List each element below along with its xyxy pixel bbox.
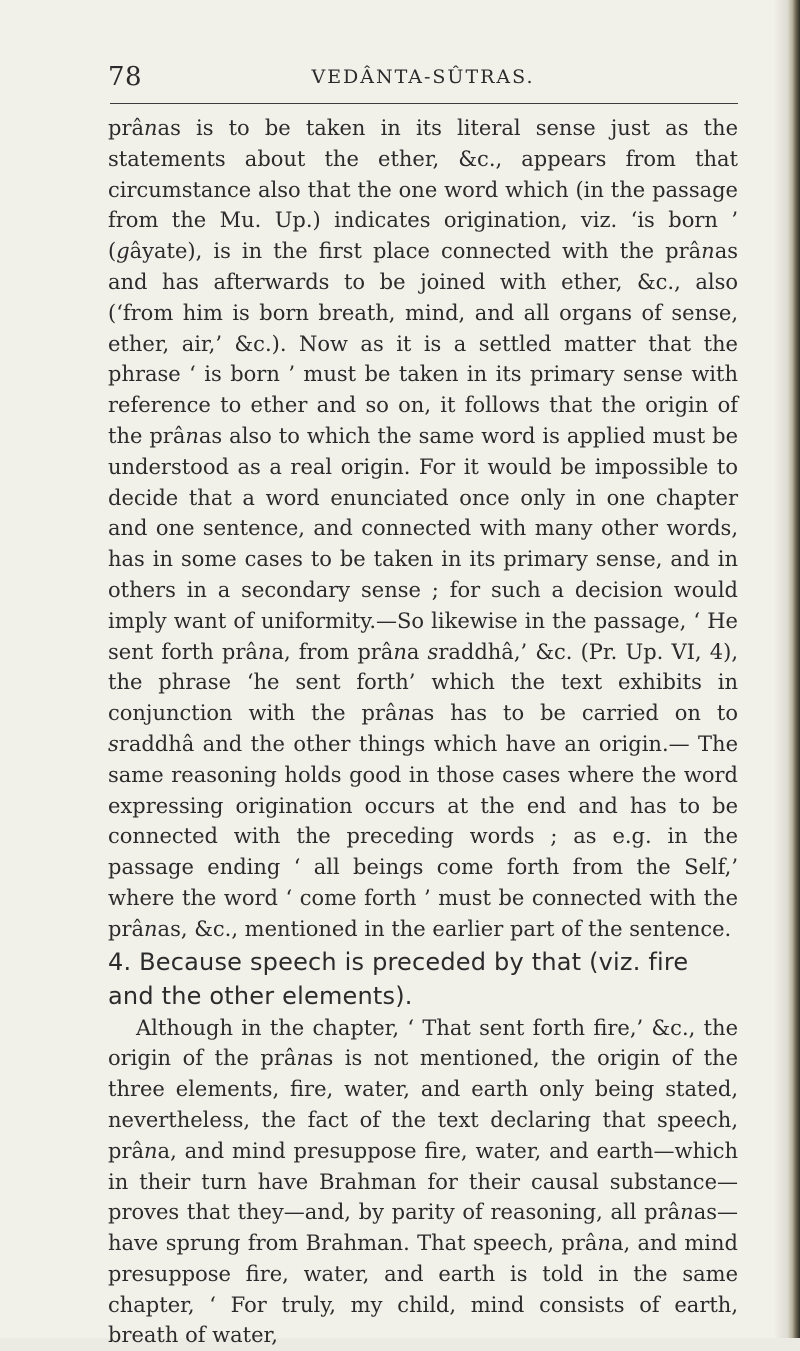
paragraph: prânas is to be taken in its literal sense just as the statements about the ether, &c., appears from that circumstance also that the one word which (in the passage from the Mu. Up.) indicates origination, viz. ‘is born ’ (gâyate), is in the first place connected with the prânas and has afterwards to be joined with ether, &c., also (‘from him is born breath, mind, and all organs of sense, ether, air,’ &c.). Now as it is a settled matter that the phrase ‘ is born ’ must be taken in its primary sense with reference to ether and so on, it follows that the origin of the prânas also to which the same word is applied must be understood as a real origin. For it would be impossible to decide that a word enunciated once only in one chapter and one sentence, and connected with many other words, has in some cases to be taken in its primary sense, and in others in a secondary sense ; for such a decision would imply want of uniformity.—So likewise in the passage, ‘ He sent forth prâna, from prâna sraddhâ,’ &c. (Pr. Up. VI, 4), the phrase ‘he sent forth’ which the text exhibits in conjunction with the prânas has to be carried on to sraddhâ and the other things which have an origin.— The same reasoning holds good in those cases where the word expressing origination occurs at the end and has to be connected with the preceding words ; as e.g. in the passage ending ‘ all beings come forth from the Self,’ where the word ‘ come forth ’ must be connected with the prânas, &c., mentioned in the earlier part of the sentence. [108, 116, 738, 941]
sutra-heading: 4. Because speech is preceded by that (viz. fire and the other elements). [108, 947, 689, 1010]
running-title: VEDÂNTA-SÛTRAS. [311, 66, 535, 88]
page-edge-shadow [774, 0, 788, 1338]
page-number: 78 [108, 62, 143, 92]
page-edge [788, 0, 800, 1338]
main-text [108, 113, 738, 1351]
paragraph: Although in the chapter, ‘ That sent forth fire,’ &c., the origin of the prânas is not mentioned, the origin of the three elements, fire, water, and earth only being stated, nevertheless, the fact of the text declaring that speech, prâna, and mind presuppose fire, water, and earth—which in their turn have Brahman for their causal substance—proves that they—and, by parity of reasoning, all prânas—have sprung from Brahman. That speech, prâna, and mind presuppose fire, water, and earth is told in the same chapter, ‘ For truly, my child, mind consists of earth, breath of water, [108, 1015, 739, 1348]
page-header [108, 60, 738, 100]
header-rule [110, 103, 738, 104]
